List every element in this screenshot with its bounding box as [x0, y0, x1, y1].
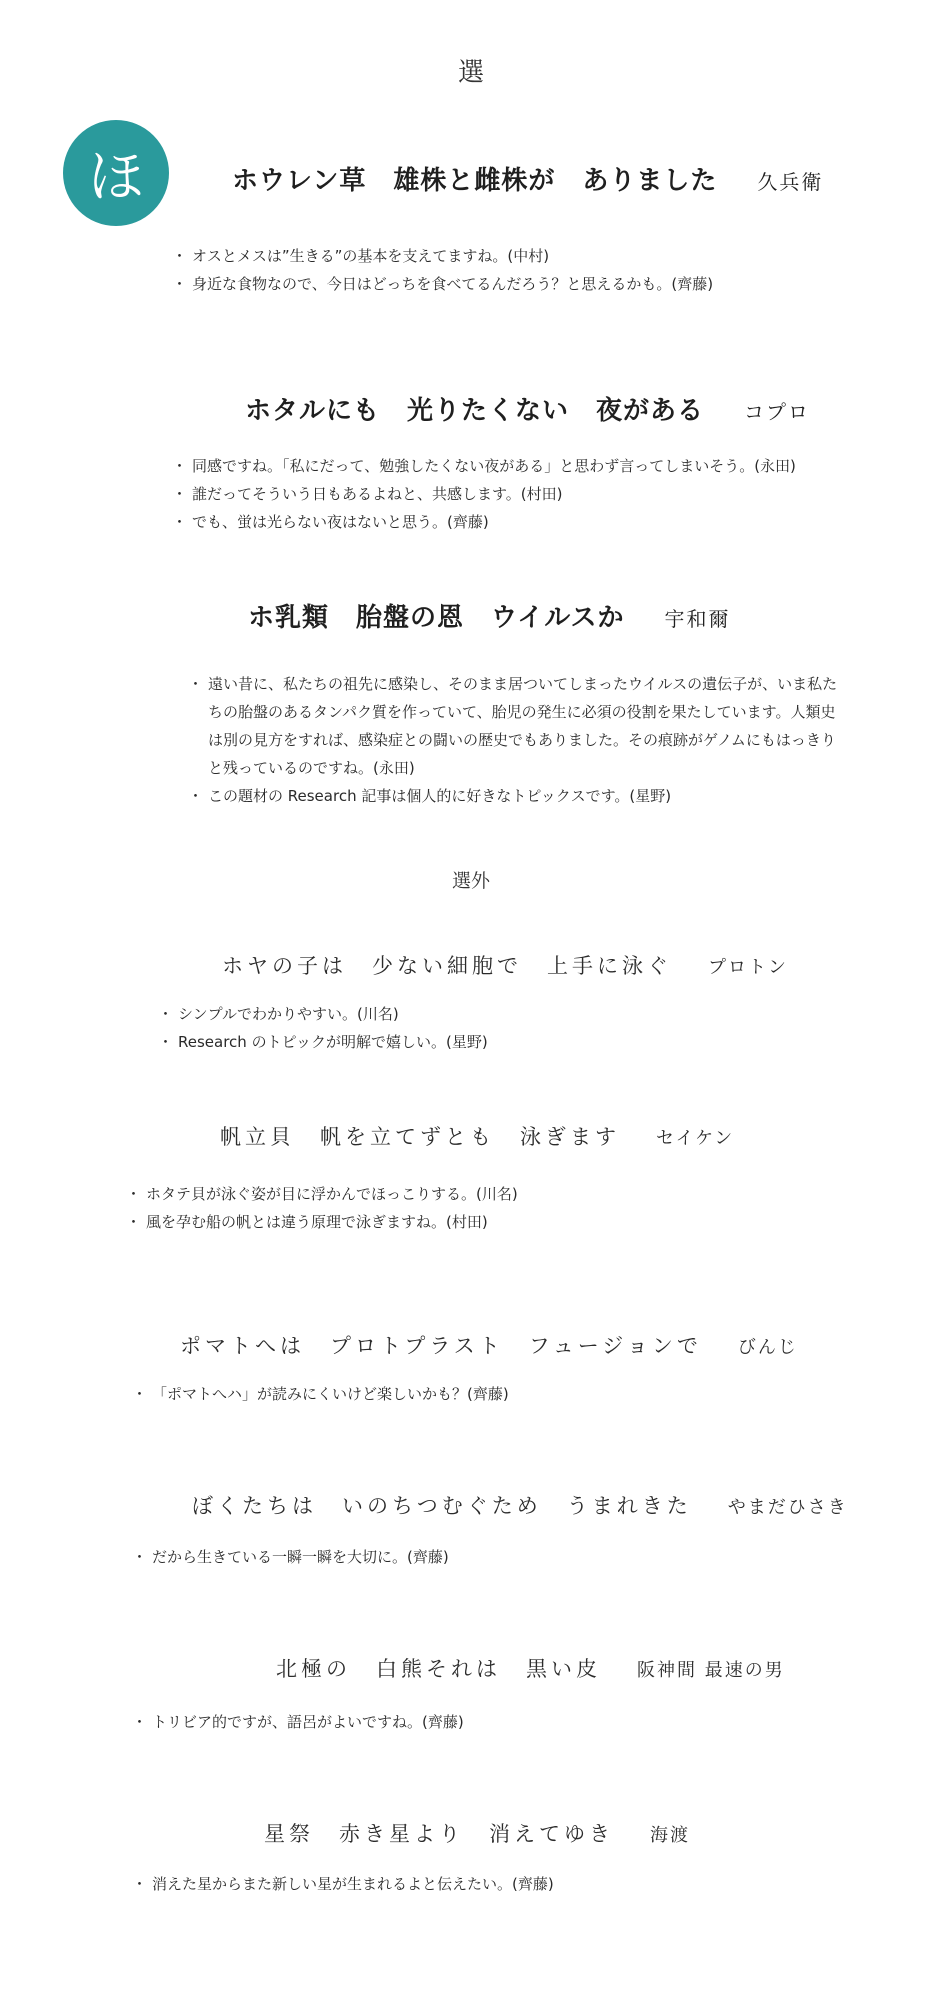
- haiku-text: ホウレン草 雄株と雌株が ありました: [232, 166, 718, 196]
- haiku-author: 宇和爾: [664, 607, 731, 631]
- comment: ・ 同感ですね。「私にだって、勉強したくない夜がある」と思わず言ってしまいそう。(永田): [178, 452, 796, 480]
- comment: ・ シンプルでわかりやすい。(川名): [164, 1000, 488, 1028]
- comment: ・ Research のトピックが明解で嬉しい。(星野): [164, 1028, 488, 1056]
- haiku-text: ポマトへは プロトプラスト フュージョンで: [180, 1334, 702, 1358]
- haiku-entry: [192, 1490, 848, 1520]
- haiku-text: 北極の 白熊それは 黒い皮: [276, 1657, 601, 1681]
- haiku-author: コプロ: [744, 400, 811, 424]
- haiku-author: びんじ: [737, 1337, 798, 1358]
- selected-heading: 選: [457, 58, 484, 88]
- comment: ・ ホタテ貝が泳ぐ姿が目に浮かんでほっこりする。(川名): [132, 1180, 518, 1208]
- comment-list: [138, 1870, 554, 1898]
- comment-list: [138, 1543, 449, 1571]
- haiku-text: 帆立貝 帆を立てずとも 泳ぎます: [220, 1125, 620, 1149]
- hiragana-ho-badge: ほ: [63, 120, 169, 226]
- haiku-text: ぼくたちは いのちつむぐため うまれきた: [192, 1494, 692, 1518]
- comment: ・ トリビア的ですが、語呂がよいですね。(齊藤): [138, 1708, 464, 1736]
- comment: ・ オスとメスは”生きる”の基本を支えてますね。(中村): [178, 242, 713, 270]
- comment: ・ だから生きている一瞬一瞬を大切に。(齊藤): [138, 1543, 449, 1571]
- comment-list: [132, 1180, 518, 1236]
- comment: ・ 消えた星からまた新しい星が生まれるよと伝えたい。(齊藤): [138, 1870, 554, 1898]
- haiku-text: ホ乳類 胎盤の恩 ウイルスか: [248, 603, 625, 633]
- haiku-author: やまだひさき: [727, 1497, 848, 1518]
- comment: ・ 風を孕む船の帆とは違う原理で泳ぎますね。(村田): [132, 1208, 518, 1236]
- comment-list: [138, 1380, 509, 1408]
- haiku-entry: [222, 950, 788, 980]
- haiku-author: セイケン: [656, 1128, 735, 1149]
- haiku-entry: [232, 160, 823, 197]
- comment: ・ 誰だってそういう日もあるよねと、共感します。(村田): [178, 480, 796, 508]
- haiku-author: プロトン: [708, 957, 788, 978]
- haiku-entry: [248, 597, 730, 634]
- comment-list: [164, 1000, 488, 1056]
- haiku-entry: [245, 390, 810, 427]
- haiku-text: ホヤの子は 少ない細胞で 上手に泳ぐ: [222, 954, 672, 978]
- comment: ・ 遠い昔に、私たちの祖先に感染し、そのまま居ついてしまったウイルスの遺伝子が、いま私たちの胎盤のあるタンパク質を作っていて、胎児の発生に必須の役割を果たしています。人類史は別の見方をすれば、感染症との闘いの歴史でもありました。その痕跡がゲノムにもはっきりと残っているのですね。(永田): [194, 670, 848, 782]
- haiku-entry: [180, 1330, 798, 1360]
- haiku-author: 久兵衛: [757, 170, 824, 194]
- comment: ・ 身近な食物なので、今日はどっちを食べてるんだろう？と思えるかも。(齊藤): [178, 270, 713, 298]
- comment: ・ でも、蛍は光らない夜はないと思う。(齊藤): [178, 508, 796, 536]
- comment-list: [178, 452, 796, 536]
- comment-list: [194, 670, 848, 810]
- haiku-text: ホタルにも 光りたくない 夜がある: [245, 396, 705, 426]
- haiku-author: 阪神間 最速の男: [637, 1660, 785, 1681]
- haiku-entry: [220, 1121, 734, 1151]
- unselected-heading: 選外: [451, 870, 490, 892]
- haiku-text: 星祭 赤き星より 消えてゆき: [264, 1822, 614, 1846]
- comment-list: [178, 242, 713, 298]
- comment: ・ 「ポマトへハ」が読みにくいけど楽しいかも？(齊藤): [138, 1380, 509, 1408]
- haiku-author: 海渡: [650, 1825, 690, 1846]
- haiku-entry: [276, 1653, 785, 1683]
- comment-list: [138, 1708, 464, 1736]
- comment: ・ この題材の Research 記事は個人的に好きなトピックスです。(星野): [194, 782, 848, 810]
- haiku-entry: [264, 1818, 690, 1848]
